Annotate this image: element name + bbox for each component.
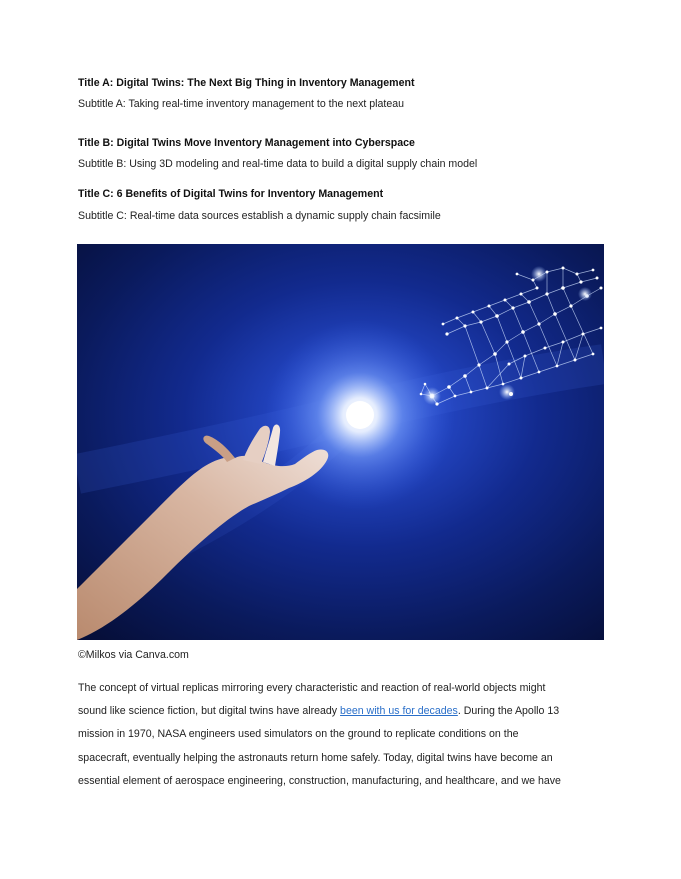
body-line: mission in 1970, NASA engineers used simulators on the ground to replicate conditions on the [78,728,519,741]
subtitle-b: Subtitle B: Using 3D modeling and real-time data to build a digital supply chain model [78,158,478,170]
hero-image [77,244,604,640]
title-b: Title B: Digital Twins Move Inventory Management into Cyberspace [78,137,415,149]
body-line: essential element of aerospace engineering, construction, manufacturing, and healthcare, and we have [78,774,561,787]
body-paragraph [78,677,608,793]
image-caption: ©Milkos via Canva.com [78,649,189,661]
body-line [78,700,608,723]
title-c: Title C: 6 Benefits of Digital Twins for Inventory Management [78,188,384,200]
subtitle-a: Subtitle A: Taking real-time inventory management to the next plateau [78,98,405,110]
decades-link[interactable]: been with us for decades [340,705,458,718]
body-text-segment: sound like science fiction, but digital twins have already [78,705,341,718]
body-line: spacecraft, eventually helping the astronauts return home safely. Today, digital twins have become an [78,751,553,764]
subtitle-c: Subtitle C: Real-time data sources establish a dynamic supply chain facsimile [78,210,441,222]
digital-hand-illustration [77,244,604,640]
body-text-segment: . During the Apollo 13 [457,705,560,718]
body-line: The concept of virtual replicas mirroring every characteristic and reaction of real-world objects might [78,682,546,694]
title-a: Title A: Digital Twins: The Next Big Thing in Inventory Management [78,77,415,89]
